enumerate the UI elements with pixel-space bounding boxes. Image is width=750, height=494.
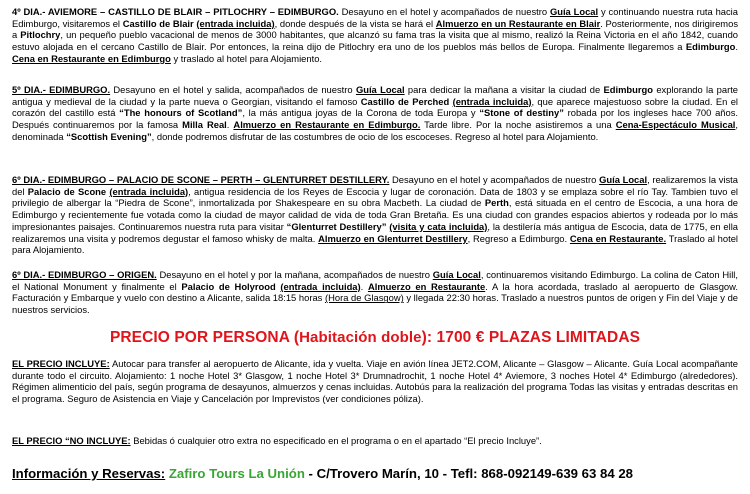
price-banner: PRECIO POR PERSONA (Habitación doble): 1700 € PLAZAS LIMITADAS [109,329,641,346]
day5-heading: 5º DIA.- EDIMBURGO. [12,84,111,95]
price-includes-paragraph: EL PRECIO INCLUYE: Autocar para transfer al aeropuerto de Alicante, ida y vuelta. Viaje en avión línea JET2.COM, Alicante – Glasgow – Alicante. Guía Local acompañante durante todo el circuito. Alojamiento: 1 noche Hotel 3* Glasgow, 1 noche Hotel 3* Drumnadrochit, 1 noche Hotel 4* Aviemore, 3 noches Hotel 4* Edimburgo (alrededores). Régimen alimenticio del país, según programa de desayunos, almuerzos y cenas incluidas. Autobús para la realización del programa Todas las visitas y entradas descritas en el programa. Seguro de Asistencia en Viaje y Cancelación por Imprevistos (ver condiciones póliza). [12,358,739,405]
price-excludes-heading: EL PRECIO “NO INCLUYE: [12,435,131,446]
contact-label: Información y Reservas: [12,466,166,481]
day6-scone-heading: 6º DIA.- EDIMBURGO – PALACIO DE SCONE – PERTH – GLENTURRET DESTILLERY. [12,174,390,185]
agency-name: Zafiro Tours La Unión [165,466,305,481]
day4-heading: 4º DIA.- AVIEMORE – CASTILLO DE BLAIR – PITLOCHRY – EDIMBURGO. [12,6,339,17]
day6-scone-paragraph: 6º DIA.- EDIMBURGO – PALACIO DE SCONE – PERTH – GLENTURRET DESTILLERY. Desayuno en el hotel y acompañados de nuestro Guía Local, realizaremos la vista del Palacio de Scone (entrada incluida), antigua residencia de los Reyes de Escocia y lugar de coronación. Data de 1803 y se emplaza sobre el río Tay. Tambien tuvo el privilegio de albergar la “Piedra de Scone”, inmortalizada por Shakespeare en su obra Macbeth. La ciudad de Perth, está situada en el centro de Escocia, a una hora de Edimburgo y recientemente fue votada como la ciudad de mayor calidad de vida de toda Gran Bretaña. Es una ciudad con grandes espacios abiertos y rodeada por lo más impresionantes paisajes. Continuaremos nuestra ruta para visitar “Glenturret Destillery” (visita y cata incluida), la destilería más antigua de Escocia, data de 1775, en ella realizaremos una visita y podremos degustar el famoso whisky de malta. Almuerzo en Glenturret Destillery, Regreso a Edimburgo. Cena en Restaurante. Traslado al hotel para Alojamiento. [12,174,739,256]
price-includes-heading: EL PRECIO INCLUYE: [12,358,110,369]
day6-origen-heading: 6º DIA.- EDIMBURGO – ORIGEN. [12,269,157,280]
day5-paragraph: 5º DIA.- EDIMBURGO. Desayuno en el hotel y salida, acompañados de nuestro Guía Local para dedicar la mañana a visitar la ciudad de Edimburgo explorando la parte antigua y medieval de la ciudad y la parte nueva o Georgian, visitando el famoso Castillo de Perched (entrada incluida), que aparece majestuoso sobre la ciudad. En el corazón del castillo está “The honours of Scotland”, la más antigua joyas de la Corona de toda Europa y “Stone of destiny” robada por los ingleses hace 700 años. Después continuaremos por la famosa Milla Real. Almuerzo en Restaurante en Edimburgo. Tarde libre. Por la noche asistiremos a una Cena-Espectáculo Musical, denominada “Scottish Evening”, donde podremos disfrutar de las costumbres de ocio de los escoceses. Regreso al hotel para Alojamiento. [12,84,739,142]
contact-line [12,466,633,481]
price-excludes-paragraph: EL PRECIO “NO INCLUYE: Bebidas ó cualquier otro extra no especificado en el programa o en el apartado “El precio Incluye”. [12,435,542,446]
contact-address-phone: - C/Trovero Marín, 10 - Tefl: 868-092149-639 63 84 28 [304,466,634,481]
day4-paragraph: 4º DIA.- AVIEMORE – CASTILLO DE BLAIR – PITLOCHRY – EDIMBURGO. Desayuno en el hotel y acompañados de nuestro Guía Local y continuando nuestra ruta hacia Edimburgo, visitaremos el Castillo de Blair (entrada incluida), donde después de la vista se hará el Almuerzo en un Restaurante en Blair. Posteriormente, nos dirigiremos a Pitlochry, un pequeño pueblo vacacional de menos de 3000 habitantes, que alcanzó su fama tras la visita que al mismo, realizó la Reina Victoria en el año 1842, cuando estuvo alojada en el cercano Castillo de Blair. Por entonces, la reina dijo de Pitlochry era uno de los pueblos más bellos de Europa. Finalmente llegaremos a Edimburgo. Cena en Restaurante en Edimburgo y traslado al hotel para Alojamiento. [12,6,739,64]
day6-origen-paragraph: 6º DIA.- EDIMBURGO – ORIGEN. Desayuno en el hotel y por la mañana, acompañados de nuestro Guía Local, continuaremos visitando Edimburgo. La colina de Caton Hill, el National Monument y finalmente el Palacio de Holyrood (entrada incluida). Almuerzo en Restaurante. A la hora acordada, traslado al aeropuerto de Glasgow. Facturación y Embarque y vuelo con destino a Alicante, salida 18:15 horas (Hora de Glasgow) y llegada 22:30 horas. Traslado a nuestros puntos de origen y Fin del Viaje y de nuestros servicios. [12,269,738,316]
